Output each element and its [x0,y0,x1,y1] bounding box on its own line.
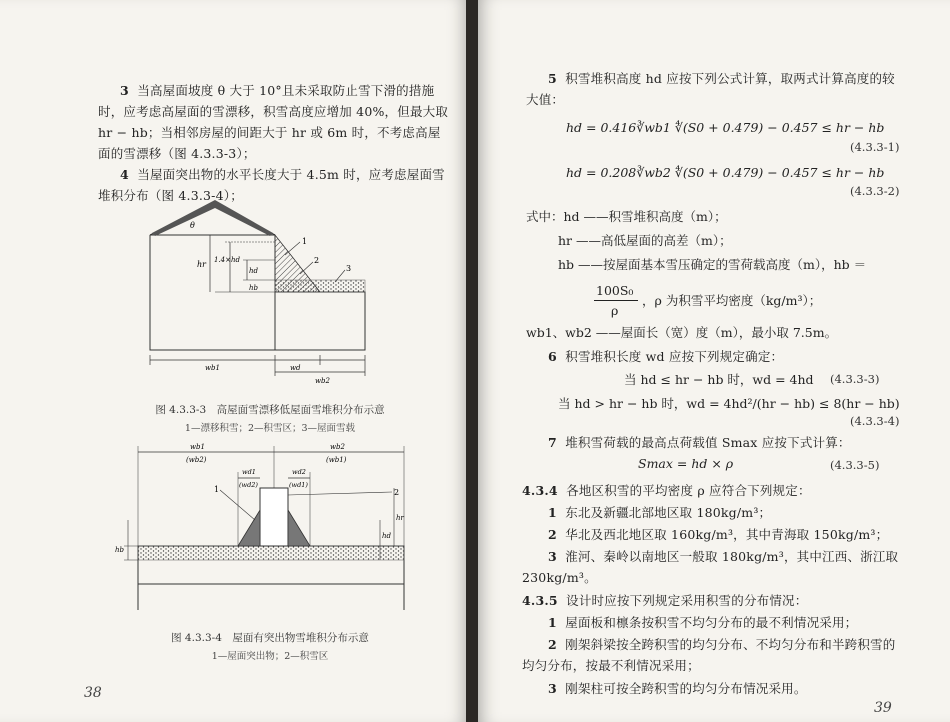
figure-caption: 图 4.3.3-4 屋面有突出物雪堆积分布示意 [171,632,369,644]
paragraph-text: 积雪堆积长度 wd 应按下列规定确定： [565,349,784,364]
equation-number: (4.3.3-3) [830,372,880,386]
item-number: 2 [548,637,557,652]
section-4-3-4 [522,480,912,501]
label-wb2-paren: (wb2) [186,456,207,464]
label-wd: wd [290,364,301,372]
paragraph-7 [526,432,906,453]
list-item [522,546,906,588]
callout-3: 3 [346,264,352,273]
item-text: 刚架斜梁按全跨积雪的均匀分布、不均匀分布和半跨积雪的均匀分布，按最不利情况采用； [522,637,896,673]
label-wb2: wb2 [330,443,345,451]
list-item [522,634,906,676]
item-text: 屋面板和檩条按积雪不均匀分布的最不利情况采用； [565,615,858,630]
paragraph-text: 当高屋面坡度 θ 大于 10°且未采取防止雪下滑的措施时，应考虑高屋面的雪漂移，积雪高度应增加 40%，但最大取 hr − hb；当相邻房屋的间距大于 hr 或 6m 时，不考虑高屋面的雪漂移（图 4.3.3-3）； [98,83,449,161]
list-item [526,612,916,633]
item-text: 淮河、秦岭以南地区一般取 180kg/m³，其中江西、浙江取 230kg/m³。 [522,549,899,585]
item-number: 2 [548,527,557,542]
where-line: 式中：hd ——积雪堆积高度（m）； [526,209,727,224]
label-wd1: wd1 [242,468,256,476]
label-theta: θ [190,221,195,230]
equation-number: (4.3.3-2) [850,184,900,198]
paragraph-5 [526,68,906,110]
figure-snow-drift-diagram [135,200,375,390]
label-wb1: wb1 [205,364,220,372]
label-wb2: wb2 [315,377,330,385]
fraction-numerator: 100S₀ [596,283,634,298]
label-wd2: wd2 [292,468,306,476]
paragraph-text: 堆积雪荷载的最高点荷载值 Smax 应按下式计算： [565,435,851,450]
left-page [0,0,468,722]
label-hd: hd [249,267,258,275]
label-hb: hb [249,284,258,292]
equation-number: (4.3.3-1) [850,140,900,154]
section-4-3-5 [522,590,912,611]
list-item [526,524,916,545]
paragraph-3 [98,80,450,164]
fraction-denominator: ρ [611,303,619,318]
item-number: 7 [548,435,557,450]
equation-number: (4.3.3-5) [830,458,880,472]
label-hb-left: hb [115,546,124,554]
item-number: 1 [548,505,557,520]
list-item [526,502,916,523]
callout-2: 2 [394,488,400,497]
figure-legend: 1—屋面突出物；2—积雪区 [211,651,329,662]
item-number: 5 [548,71,557,86]
right-page [478,0,950,722]
section-number: 4.3.5 [522,593,558,608]
label-wd1-paren: (wd1) [289,481,308,489]
paragraph-6 [526,346,906,367]
figure-legend: 1—漂移积雪；2—积雪区；3—屋面雪载 [184,423,356,434]
label-wd2-paren: (wd2) [239,481,258,489]
item-number: 3 [120,83,129,98]
item-number: 3 [548,549,557,564]
label-wb1: wb1 [190,443,205,451]
equation-2: hd = 0.208∛wb2 ∜(S0 + 0.479) − 0.457 ≤ hr − hb [566,165,885,180]
item-text: 刚架柱可按全跨积雪的均匀分布情况采用。 [565,681,807,696]
section-number: 4.3.4 [522,483,558,498]
paragraph-text: 积雪堆积高度 hd 应按下列公式计算，取两式计算高度的较大值： [526,71,895,107]
item-number: 1 [548,615,557,630]
page-number: 39 [874,700,892,716]
page-number: 38 [84,685,102,701]
section-text: 各地区积雪的平均密度 ρ 应符合下列规定： [566,483,811,498]
item-text: 东北及新疆北部地区取 180kg/m³； [565,505,772,520]
label-hr: hr [197,260,206,269]
item-number: 3 [548,681,557,696]
callout-1: 1 [214,485,220,494]
list-item [526,678,916,699]
callout-1: 1 [302,237,308,246]
item-number: 6 [548,349,557,364]
where-line: hr ——高低屋面的高差（m）； [558,233,732,248]
label-hd: hd [382,532,391,540]
where-line: hb ——按屋面基本雪压确定的雪荷载高度（m），hb ＝ [558,257,867,272]
equation-3: 当 hd ≤ hr − hb 时，wd = 4hd [624,372,814,387]
label-1.4hd: 1.4×hd [214,256,240,264]
paragraph-text: 当屋面突出物的水平长度大于 4.5m 时，应考虑屋面雪堆积分布（图 4.3.3-4）； [98,167,445,203]
equation-5: Smax = hd × ρ [638,456,734,471]
item-text: 华北及西北地区取 160kg/m³，其中青海取 150kg/m³； [565,527,889,542]
item-number: 4 [120,167,129,182]
callout-2: 2 [314,256,320,265]
fraction-tail: ，ρ 为积雪平均密度（kg/m³）； [642,293,822,308]
figure-caption: 图 4.3.3-3 高屋面雪漂移低屋面雪堆积分布示意 [155,404,385,416]
where-line: wb1、wb2 ——屋面长（宽）度（m），最小取 7.5m。 [526,325,838,340]
figure-roof-protrusion-diagram [110,440,420,618]
equation-1: hd = 0.416∛wb1 ∜(S0 + 0.479) − 0.457 ≤ hr − hb [566,120,885,135]
label-hr: hr [396,514,404,522]
label-wb1-paren: (wb1) [326,456,347,464]
section-text: 设计时应按下列规定采用积雪的分布情况： [566,593,808,608]
equation-number: (4.3.3-4) [850,414,900,428]
equation-4: 当 hd > hr − hb 时，wd = 4hd²/(hr − hb) ≤ 8(hr − hb) [558,396,900,411]
